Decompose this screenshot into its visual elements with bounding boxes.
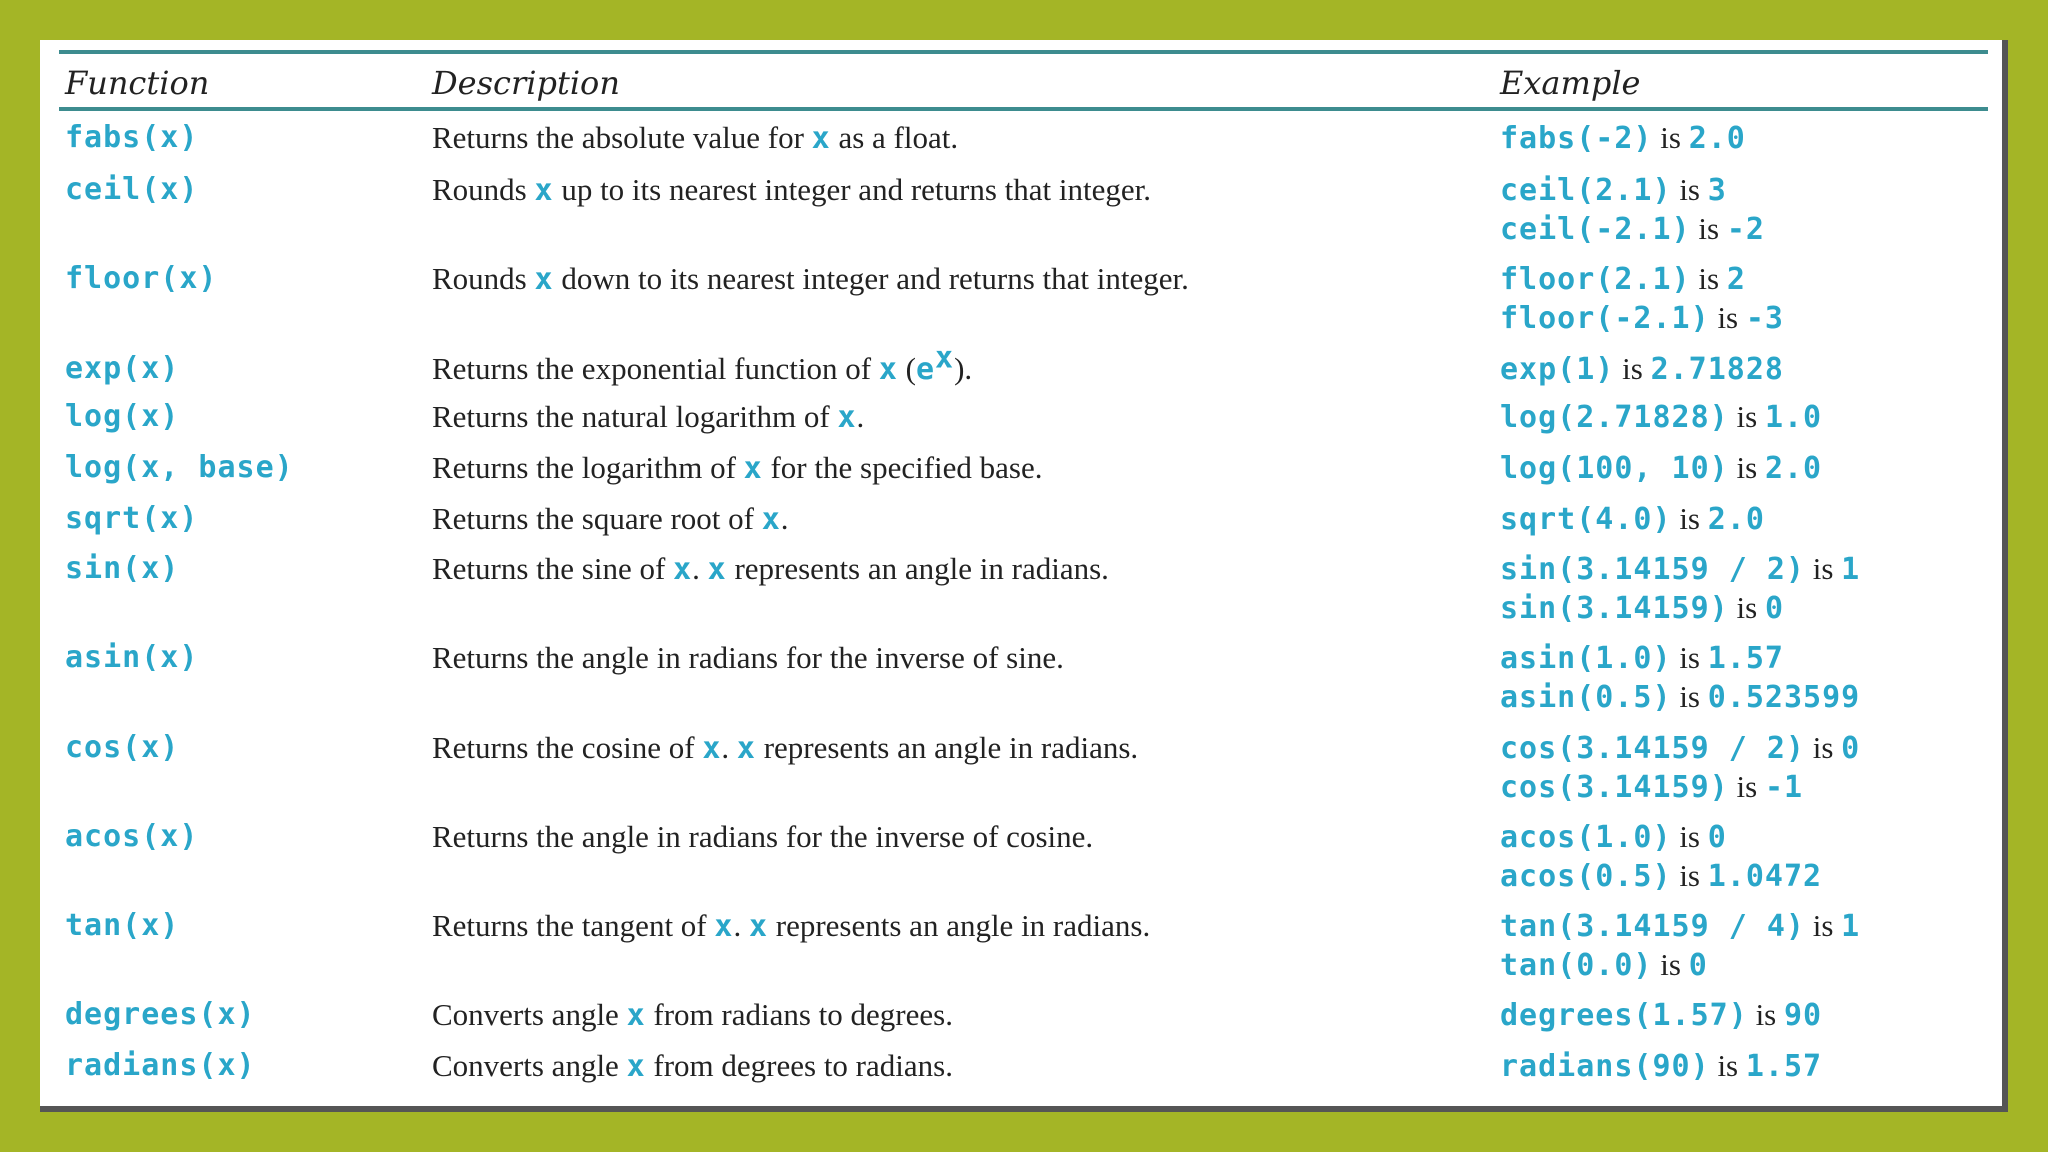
plain-text: as a float. xyxy=(830,120,959,155)
example-line xyxy=(1500,995,1822,1034)
example-cell xyxy=(1500,995,1822,1034)
plain-text: up to its nearest integer and returns that integer. xyxy=(553,172,1151,207)
table-row xyxy=(40,499,2002,549)
code-text: x xyxy=(673,552,693,587)
code-text: x xyxy=(707,552,727,587)
example-line xyxy=(1500,588,1860,627)
description-cell xyxy=(432,549,1109,588)
plain-text: Returns the exponential function of xyxy=(432,351,879,386)
description-line xyxy=(432,340,973,388)
example-line xyxy=(1500,118,1746,157)
function-cell xyxy=(65,906,179,945)
function-name: degrees(x) xyxy=(65,997,256,1032)
example-line xyxy=(1500,1046,1822,1085)
plain-text: Returns the cosine of xyxy=(432,730,703,765)
example-line xyxy=(1500,728,1860,767)
function-name: tan(x) xyxy=(65,908,180,943)
plain-text: is xyxy=(1804,908,1842,943)
example-cell xyxy=(1500,728,1860,806)
description-cell xyxy=(432,340,973,388)
code-text: floor(-2.1) xyxy=(1500,301,1710,336)
plain-text: down to its nearest integer and returns that integer. xyxy=(553,261,1189,296)
function-cell xyxy=(65,170,198,209)
plain-text: is xyxy=(1671,858,1708,893)
code-text: x xyxy=(761,502,781,537)
code-text: 2.0 xyxy=(1707,502,1765,537)
plain-text: is xyxy=(1690,261,1727,296)
function-cell xyxy=(65,499,198,538)
plain-text: Returns the sine of xyxy=(432,551,674,586)
plain-text: from radians to degrees. xyxy=(645,997,953,1032)
table-row xyxy=(40,118,2002,170)
function-cell xyxy=(65,549,179,588)
code-text: x xyxy=(534,262,554,297)
code-text: x xyxy=(878,352,898,387)
function-name: sqrt(x) xyxy=(65,501,199,536)
function-cell xyxy=(65,397,179,436)
function-cell xyxy=(65,448,294,487)
code-text: ceil(2.1) xyxy=(1500,173,1672,208)
plain-text: . xyxy=(733,908,749,943)
function-cell xyxy=(65,118,198,157)
example-line xyxy=(1500,945,1860,984)
example-line xyxy=(1500,209,1765,248)
description-line xyxy=(432,817,1093,856)
plain-text: Returns the angle in radians for the inverse of sine. xyxy=(432,640,1064,675)
plain-text: Rounds xyxy=(432,172,535,207)
example-cell xyxy=(1500,349,1784,388)
code-text: 0 xyxy=(1764,591,1784,626)
plain-text: for the specified base. xyxy=(762,450,1043,485)
plain-text: is xyxy=(1652,947,1689,982)
code-text: e xyxy=(915,352,936,387)
example-line xyxy=(1500,767,1860,806)
code-text: 3 xyxy=(1707,173,1727,208)
plain-text: is xyxy=(1728,399,1765,434)
description-cell xyxy=(432,118,958,157)
function-name: sin(x) xyxy=(65,551,180,586)
plain-text: Converts angle xyxy=(432,1048,627,1083)
code-text: 1.0472 xyxy=(1707,859,1823,894)
plain-text: Returns the natural logarithm of xyxy=(432,399,838,434)
plain-text: is xyxy=(1671,172,1708,207)
example-cell xyxy=(1500,1046,1822,1085)
example-line xyxy=(1500,170,1765,209)
example-line xyxy=(1500,638,1860,677)
code-text: sin(3.14159 / 2) xyxy=(1500,552,1805,587)
plain-text: . xyxy=(692,551,708,586)
code-text: 2.0 xyxy=(1688,121,1746,156)
example-cell xyxy=(1500,499,1765,538)
description-cell xyxy=(432,499,789,538)
code-text: 0.523599 xyxy=(1707,680,1861,715)
code-text: acos(0.5) xyxy=(1500,859,1672,894)
code-text: tan(0.0) xyxy=(1500,948,1653,983)
description-line xyxy=(432,170,1151,209)
table-row xyxy=(40,170,2002,259)
code-text: log(100, 10) xyxy=(1500,451,1729,486)
example-cell xyxy=(1500,906,1860,984)
description-cell xyxy=(432,448,1042,487)
plain-text: is xyxy=(1728,590,1765,625)
description-cell xyxy=(432,397,864,436)
description-cell xyxy=(432,259,1189,298)
description-line xyxy=(432,499,789,538)
plain-text: represents an angle in radians. xyxy=(726,551,1109,586)
plain-text: is xyxy=(1804,730,1842,765)
description-cell xyxy=(432,638,1064,677)
example-line xyxy=(1500,448,1822,487)
plain-text: is xyxy=(1671,679,1708,714)
code-text: 2 xyxy=(1726,262,1746,297)
code-text: 1 xyxy=(1841,909,1861,944)
code-text: x xyxy=(714,909,734,944)
function-name: floor(x) xyxy=(65,261,218,296)
example-line xyxy=(1500,499,1765,538)
example-line xyxy=(1500,349,1784,388)
table-row xyxy=(40,549,2002,638)
function-name: asin(x) xyxy=(65,640,199,675)
plain-text: is xyxy=(1747,997,1784,1032)
example-line xyxy=(1500,817,1822,856)
description-line xyxy=(432,397,864,436)
code-text: asin(0.5) xyxy=(1500,680,1672,715)
description-cell xyxy=(432,906,1150,945)
plain-text: Returns the square root of xyxy=(432,501,762,536)
code-text: cos(3.14159 / 2) xyxy=(1500,731,1805,766)
example-cell xyxy=(1500,397,1822,436)
example-cell xyxy=(1500,170,1765,248)
function-name: fabs(x) xyxy=(65,120,199,155)
plain-text: represents an angle in radians. xyxy=(768,908,1151,943)
function-name: exp(x) xyxy=(65,351,180,386)
description-line xyxy=(432,549,1109,588)
function-cell xyxy=(65,728,179,767)
description-line xyxy=(432,728,1138,767)
example-cell xyxy=(1500,448,1822,487)
table-row xyxy=(40,995,2002,1046)
plain-text: is xyxy=(1728,769,1765,804)
plain-text: is xyxy=(1652,120,1689,155)
code-text: sqrt(4.0) xyxy=(1500,502,1672,537)
table-row xyxy=(40,906,2002,995)
code-text: sin(3.14159) xyxy=(1500,591,1729,626)
table-body xyxy=(40,118,2002,1096)
plain-text: is xyxy=(1671,501,1708,536)
code-text: tan(3.14159 / 4) xyxy=(1500,909,1805,944)
function-cell xyxy=(65,638,198,677)
code-text: 1.57 xyxy=(1707,641,1784,676)
example-cell xyxy=(1500,259,1784,337)
code-text: asin(1.0) xyxy=(1500,641,1672,676)
plain-text: . xyxy=(780,501,789,536)
code-text: -2 xyxy=(1726,212,1765,247)
table-row xyxy=(40,1046,2002,1096)
example-cell xyxy=(1500,638,1860,716)
top-rule xyxy=(59,50,1988,54)
example-cell xyxy=(1500,817,1822,895)
description-cell xyxy=(432,1046,953,1085)
code-text: x xyxy=(837,400,857,435)
plain-text: is xyxy=(1709,300,1746,335)
code-text: -3 xyxy=(1745,301,1784,336)
function-name: log(x, base) xyxy=(65,450,294,485)
code-text: cos(3.14159) xyxy=(1500,770,1729,805)
code-text: x xyxy=(811,121,831,156)
description-line xyxy=(432,906,1150,945)
code-text: x xyxy=(736,731,756,766)
plain-text: . xyxy=(721,730,737,765)
example-cell xyxy=(1500,118,1746,157)
description-line xyxy=(432,995,953,1034)
header-rule xyxy=(59,107,1988,111)
code-text: 2.71828 xyxy=(1650,352,1784,387)
plain-text: Returns the tangent of xyxy=(432,908,715,943)
table-row xyxy=(40,448,2002,499)
table-header xyxy=(40,58,2002,106)
code-text: x xyxy=(534,173,554,208)
plain-text: ( xyxy=(897,351,916,386)
example-line xyxy=(1500,397,1822,436)
code-text: 0 xyxy=(1707,820,1727,855)
plain-text: is xyxy=(1804,551,1842,586)
table-frame xyxy=(40,40,2008,1112)
code-text: 1.57 xyxy=(1745,1049,1823,1084)
description-line xyxy=(432,448,1042,487)
superscript: x xyxy=(935,340,955,376)
table-row xyxy=(40,259,2002,349)
table-row xyxy=(40,397,2002,448)
example-line xyxy=(1500,906,1860,945)
code-text: exp(1) xyxy=(1500,352,1615,387)
description-cell xyxy=(432,817,1093,856)
table-row xyxy=(40,728,2002,817)
code-text: x xyxy=(748,909,769,944)
plain-text: is xyxy=(1671,819,1708,854)
function-name: radians(x) xyxy=(65,1048,256,1083)
plain-text: represents an angle in radians. xyxy=(755,730,1139,765)
plain-text: Rounds xyxy=(432,261,535,296)
description-line xyxy=(432,1046,953,1085)
table-row xyxy=(40,817,2002,906)
plain-text: from degrees to radians. xyxy=(645,1048,953,1083)
code-text: x xyxy=(702,731,722,766)
table-row xyxy=(40,638,2002,728)
plain-text: Returns the angle in radians for the inverse of cosine. xyxy=(432,819,1094,854)
plain-text: Returns the absolute value for xyxy=(432,120,812,155)
code-text: x xyxy=(743,451,763,486)
example-line xyxy=(1500,259,1784,298)
code-text: fabs(-2) xyxy=(1500,121,1653,156)
code-text: 0 xyxy=(1688,948,1708,983)
function-cell xyxy=(65,259,218,298)
description-cell xyxy=(432,728,1138,767)
plain-text: is xyxy=(1709,1048,1746,1083)
function-cell xyxy=(65,349,179,388)
plain-text: Returns the logarithm of xyxy=(432,450,744,485)
function-cell xyxy=(65,995,256,1034)
example-cell xyxy=(1500,549,1860,627)
description-cell xyxy=(432,995,953,1034)
code-text: radians(90) xyxy=(1500,1049,1710,1084)
code-text: 1 xyxy=(1841,552,1861,587)
plain-text: is xyxy=(1671,640,1708,675)
plain-text: ). xyxy=(954,351,973,386)
plain-text: is xyxy=(1690,211,1727,246)
example-line xyxy=(1500,677,1860,716)
code-text: 1.0 xyxy=(1764,400,1823,435)
code-text: log(2.71828) xyxy=(1500,400,1729,435)
description-line xyxy=(432,259,1189,298)
header-example: Example xyxy=(1500,64,1641,102)
example-line xyxy=(1500,549,1860,588)
header-description: Description xyxy=(432,64,620,102)
code-text: 90 xyxy=(1784,998,1823,1033)
plain-text: . xyxy=(856,399,865,434)
example-line xyxy=(1500,856,1822,895)
function-name: log(x) xyxy=(65,399,180,434)
code-text: -1 xyxy=(1764,770,1804,805)
table-row xyxy=(40,340,2002,397)
header-function: Function xyxy=(65,64,210,102)
description-cell xyxy=(432,170,1151,209)
description-line xyxy=(432,638,1064,677)
code-text: 2.0 xyxy=(1764,451,1823,486)
description-line xyxy=(432,118,958,157)
plain-text: Converts angle xyxy=(432,997,627,1032)
function-name: ceil(x) xyxy=(65,172,199,207)
example-line xyxy=(1500,298,1784,337)
code-text: floor(2.1) xyxy=(1500,262,1691,297)
code-text: ceil(-2.1) xyxy=(1500,212,1691,247)
code-text: acos(1.0) xyxy=(1500,820,1672,855)
function-cell xyxy=(65,1046,256,1085)
code-text: x xyxy=(626,1049,646,1084)
code-text: x xyxy=(626,998,646,1033)
function-name: cos(x) xyxy=(65,730,180,765)
code-text: degrees(1.57) xyxy=(1500,998,1748,1033)
code-text: 0 xyxy=(1841,731,1861,766)
function-cell xyxy=(65,817,198,856)
plain-text: is xyxy=(1614,351,1651,386)
plain-text: is xyxy=(1728,450,1765,485)
function-name: acos(x) xyxy=(65,819,199,854)
